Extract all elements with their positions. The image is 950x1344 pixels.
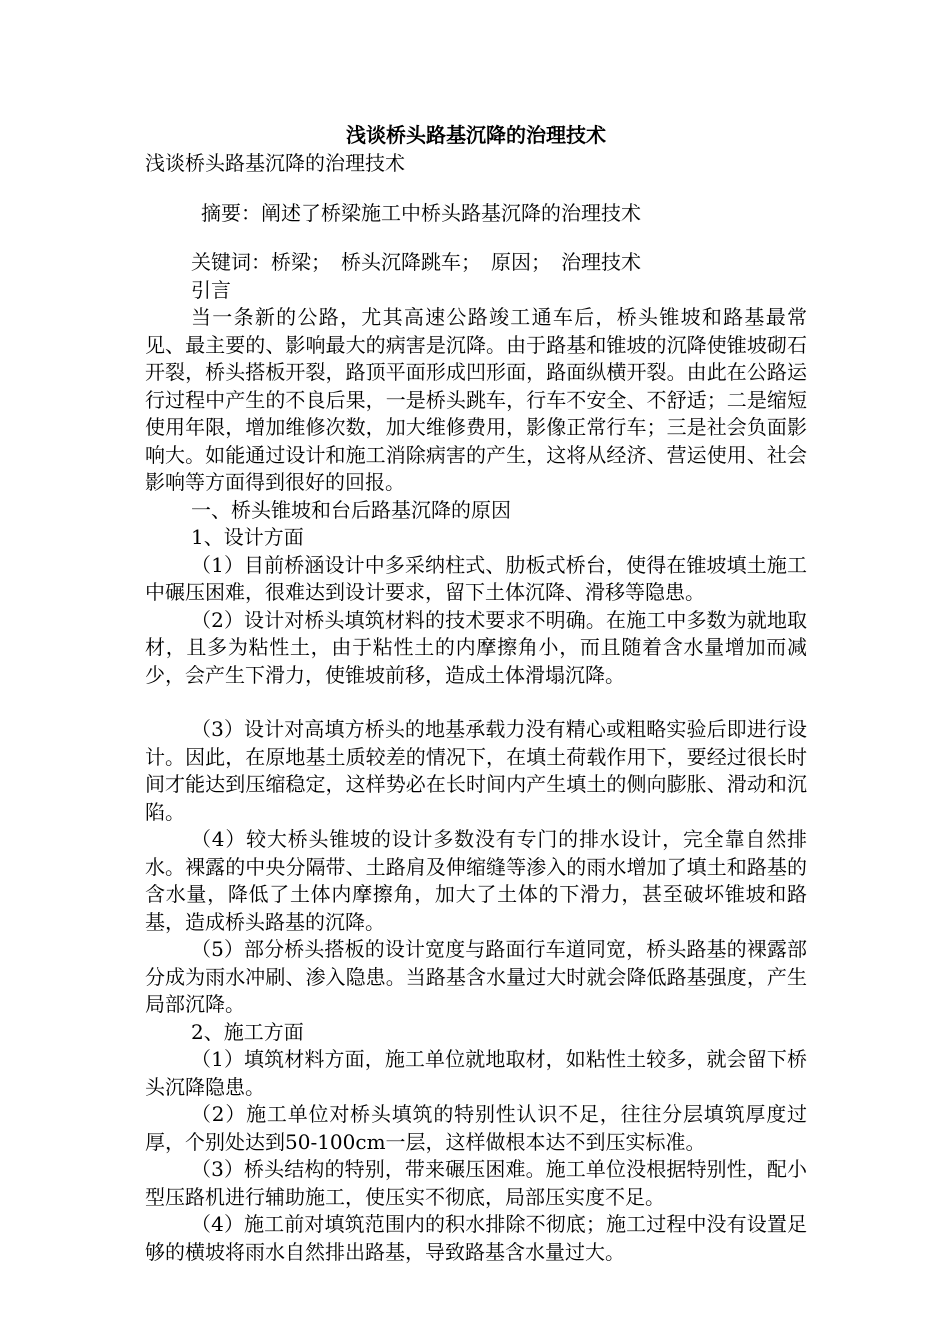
construction-heading: 2、施工方面: [191, 1019, 304, 1044]
spacer: [145, 689, 807, 716]
construction-item-4: （4）施工前对填筑范围内的积水排除不彻底；施工过程中没有设置足够的横坡将雨水自然排出路基，导致路基含水量过大。: [145, 1212, 807, 1264]
design-item-1: （1）目前桥涵设计中多采纳柱式、肋板式桥台，使得在锥坡填土施工中碾压困难，很难达到设计要求，留下土体沉降、滑移等隐患。: [145, 552, 807, 604]
construction-item-1: （1）填筑材料方面，施工单位就地取材，如粘性土较多，就会留下桥头沉降隐患。: [145, 1047, 807, 1099]
construction-item-3: （3）桥头结构的特别，带来碾压困难。施工单位没根据特别性，配小型压路机进行辅助施工，使压实不彻底，局部压实度不足。: [145, 1157, 807, 1209]
design-item-3: （3）设计对高填方桥头的地基承载力没有精心或粗略实验后即进行设计。因此，在原地基土质较差的情况下，在填土荷载作用下，要经过很长时间才能达到压缩稳定，这样势必在长时间内产生填土的侧向膨胀、滑动和沉陷。: [145, 717, 807, 824]
spacer: [145, 178, 807, 200]
keywords: 关键词：桥梁； 桥头沉降跳车； 原因； 治理技术: [191, 250, 641, 274]
intro-paragraph: 当一条新的公路，尤其高速公路竣工通车后，桥头锥坡和路基最常见、最主要的、影响最大的病害是沉降。由于路基和锥坡的沉降使锥坡砌石开裂，桥头搭板开裂，路顶平面形成凹形面，路面纵横开裂。由此在公路运行过程中产生的不良后果，一是桥头跳车，行车不安全、不舒适；二是缩短使用年限，增加维修次数，加大维修费用，影像正常行车；三是社会负面影响大。如能通过设计和施工消除病害的产生，这将从经济、营运使用、社会影响等方面得到很好的回报。: [145, 305, 807, 494]
abstract: 摘要：阐述了桥梁施工中桥头路基沉降的治理技术: [201, 200, 641, 225]
construction-item-2: （2）施工单位对桥头填筑的特别性认识不足，往往分层填筑厚度过厚，个别处达到50-100cm一层，这样做根本达不到压实标准。: [145, 1102, 807, 1154]
design-item-2: （2）设计对桥头填筑材料的技术要求不明确。在施工中多数为就地取材，且多为粘性土，由于粘性土的内摩擦角小，而且随着含水量增加而减少，会产生下滑力，使锥坡前移，造成土体滑塌沉降。: [145, 607, 807, 687]
intro-heading: 引言: [191, 277, 231, 302]
design-item-4: （4）较大桥头锥坡的设计多数没有专门的排水设计，完全靠自然排水。裸露的中央分隔带、土路肩及伸缩缝等渗入的雨水增加了填土和路基的含水量，降低了土体内摩擦角，加大了土体的下滑力，甚至破坏锥坡和路基，造成桥头路基的沉降。: [145, 827, 807, 934]
design-item-5: （5）部分桥头搭板的设计宽度与路面行车道同宽，桥头路基的裸露部分成为雨水冲刷、渗入隐患。当路基含水量过大时就会降低路基强度，产生局部沉降。: [145, 937, 807, 1016]
design-heading: 1、设计方面: [191, 525, 304, 549]
document-page: [145, 120, 807, 1266]
document-title: 浅谈桥头路基沉降的治理技术: [346, 123, 606, 147]
document-subtitle: 浅谈桥头路基沉降的治理技术: [145, 151, 405, 175]
spacer: [145, 227, 807, 249]
section1-heading: 一、桥头锥坡和台后路基沉降的原因: [191, 497, 511, 522]
